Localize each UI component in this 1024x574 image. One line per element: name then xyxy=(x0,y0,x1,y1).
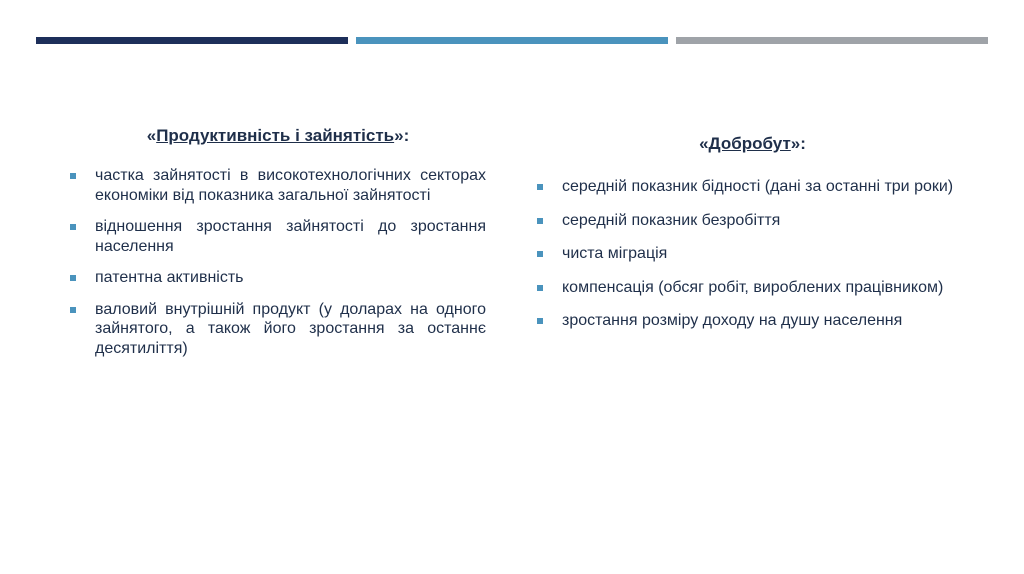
heading-open-quote: « xyxy=(699,134,709,153)
square-bullet-icon xyxy=(70,275,76,281)
list-item xyxy=(537,244,968,264)
heading-title: Продуктивність і зайнятість xyxy=(156,126,395,145)
square-bullet-icon xyxy=(537,285,543,291)
heading-close-quote: »: xyxy=(394,126,410,145)
list-item-text: валовий внутрішній продукт (у доларах на одного зайнятого, а також його зростання за останнє десятиліття) xyxy=(95,300,486,357)
list-item xyxy=(537,311,968,331)
square-bullet-icon xyxy=(537,184,543,190)
square-bullet-icon xyxy=(537,318,543,324)
list-item xyxy=(70,268,486,288)
productivity-heading xyxy=(70,126,486,146)
square-bullet-icon xyxy=(537,251,543,257)
square-bullet-icon xyxy=(70,307,76,313)
square-bullet-icon xyxy=(70,173,76,179)
productivity-column xyxy=(70,126,486,370)
list-item xyxy=(70,217,486,256)
list-item-text: патентна активність xyxy=(95,269,244,286)
heading-title: Добробут xyxy=(708,134,791,153)
list-item xyxy=(70,300,486,359)
list-item-text: зростання розміру доходу на душу населення xyxy=(562,312,903,329)
welfare-column xyxy=(537,134,968,345)
productivity-list xyxy=(70,166,486,358)
list-item-text: середній показник безробіття xyxy=(562,211,781,229)
list-item xyxy=(537,177,968,197)
list-item-text: відношення зростання зайнятості до зростання населення xyxy=(95,218,486,255)
list-item xyxy=(537,211,968,231)
square-bullet-icon xyxy=(70,224,76,230)
list-item xyxy=(70,166,486,205)
heading-close-quote: »: xyxy=(790,134,806,153)
top-accent-bar-dark xyxy=(36,37,348,44)
list-item xyxy=(537,278,968,298)
list-item-text: частка зайнятості в високотехнологічних секторах економіки від показника загальної зайнятості xyxy=(95,167,486,204)
top-accent-bar-gray xyxy=(676,37,988,44)
heading-open-quote: « xyxy=(146,126,157,145)
welfare-heading xyxy=(537,134,968,154)
list-item-text: середній показник бідності (дані за останні три роки) xyxy=(562,178,954,195)
top-accent-bar-blue xyxy=(356,37,668,44)
list-item-text: компенсація (обсяг робіт, вироблених працівником) xyxy=(562,278,944,296)
square-bullet-icon xyxy=(537,218,543,224)
list-item-text: чиста міграція xyxy=(562,245,668,262)
welfare-list xyxy=(537,177,968,331)
